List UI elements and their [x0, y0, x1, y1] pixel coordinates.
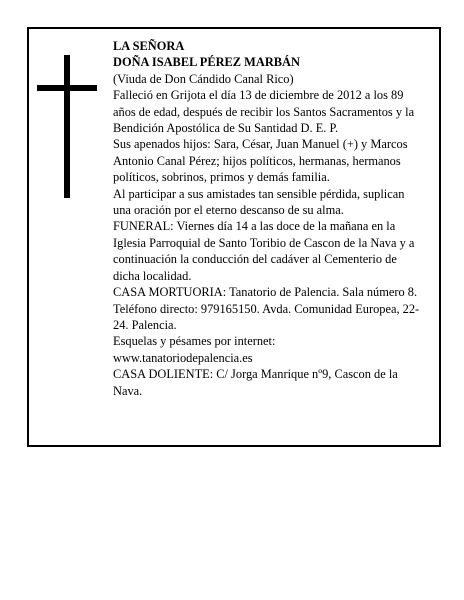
obituary-text	[113, 38, 423, 399]
family-list: Sus apenados hijos: Sara, César, Juan Manuel (+) y Marcos Antonio Canal Pérez; hijos políticos, hermanas, hermanos políticos, sobrinos, primos y demás familia.	[113, 137, 408, 185]
cross-icon	[37, 55, 97, 198]
internet-label: Esquelas y pésames por internet:	[113, 334, 276, 349]
mortuary-info: CASA MORTUORIA: Tanatorio de Palencia. Sala número 8. Teléfono directo: 979165150. Avda. Comunidad Europea, 22-24. Palencia.	[113, 285, 420, 332]
death-announcement: Falleció en Grijota el día 13 de diciembre de 2012 a los 89 años de edad, después de recibir los Santos Sacramentos y la Bendición Apostólica de Su Santidad D. E. P.	[113, 88, 415, 136]
home-address: CASA DOLIENTE: C/ Jorga Manrique nº9, Cascon de la Nava.	[113, 367, 398, 398]
funeral-info: FUNERAL: Viernes día 14 a las doce de la mañana en la Iglesia Parroquial de Santo Toribio de Cascon de la Nava y a continuación la conducción del cadáver al Cementerio de dicha localidad.	[113, 219, 415, 283]
website-link[interactable]: www.tanatoriodepalencia.es	[113, 350, 253, 365]
widow-of: (Viuda de Don Cándido Canal Rico)	[113, 71, 294, 86]
notice-title: LA SEÑORA	[113, 39, 185, 53]
deceased-name: DOÑA ISABEL PÉREZ MARBÁN	[113, 55, 300, 70]
prayer-request: Al participar a sus amistades tan sensible pérdida, suplican una oración por el eterno descanso de su alma.	[113, 186, 405, 218]
